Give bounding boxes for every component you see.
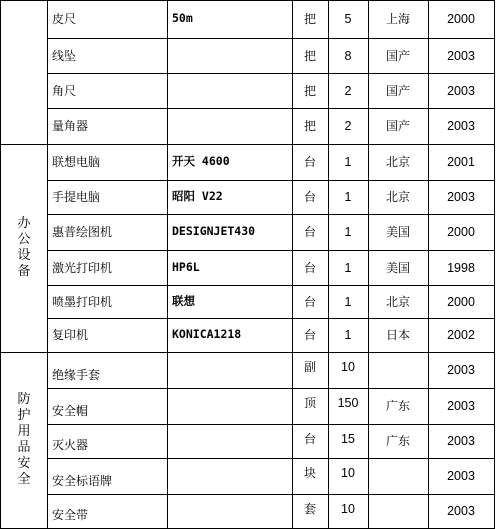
cell-name: 复印机 [52, 328, 89, 342]
category-label: 办公设备 [17, 216, 31, 279]
grid-hline [47, 214, 495, 215]
cell-origin: 国产 [385, 84, 410, 98]
cell-qty: 8 [344, 49, 352, 63]
cell-year: 2003 [447, 504, 475, 518]
cell-name: 安全带 [52, 508, 89, 522]
cell-unit: 台 [303, 328, 316, 342]
grid-hline [47, 388, 495, 389]
cell-unit: 把 [303, 119, 316, 133]
cell-model: 开天 4600 [172, 154, 230, 168]
cell-origin: 广东 [385, 399, 410, 413]
cell-name: 安全标语牌 [52, 474, 113, 488]
cell-qty: 10 [341, 466, 355, 480]
cell-unit: 顶 [303, 396, 316, 410]
cell-origin: 北京 [385, 155, 410, 169]
cell-origin: 日本 [385, 328, 410, 342]
cell-year: 2003 [447, 84, 475, 98]
cell-origin: 美国 [385, 261, 410, 275]
cell-name: 量角器 [52, 119, 89, 133]
cell-origin: 国产 [385, 119, 410, 133]
cell-origin: 北京 [385, 295, 410, 309]
cell-model: KONICA1218 [172, 327, 242, 341]
category-label: 防护用品安全 [17, 392, 31, 487]
cell-year: 1998 [447, 261, 475, 275]
cell-model: 昭阳 V22 [172, 189, 223, 203]
cell-name: 线坠 [52, 49, 77, 63]
cell-name: 安全帽 [52, 404, 89, 418]
cell-origin: 北京 [385, 190, 410, 204]
cell-name: 联想电脑 [52, 155, 101, 169]
grid-hline [47, 180, 495, 181]
cell-origin: 广东 [385, 434, 410, 448]
cell-name: 惠普绘图机 [52, 225, 113, 239]
cell-year: 2002 [447, 328, 475, 342]
cell-year: 2003 [447, 399, 475, 413]
cell-unit: 副 [303, 360, 316, 374]
cell-model: HP6L [172, 260, 200, 274]
cell-year: 2003 [447, 434, 475, 448]
cell-model: DESIGNJET430 [172, 224, 256, 238]
cell-qty: 1 [344, 261, 352, 275]
cell-unit: 台 [303, 155, 316, 169]
cell-qty: 10 [341, 360, 355, 374]
cell-unit: 把 [303, 12, 316, 26]
cell-origin: 上海 [385, 12, 410, 26]
cell-qty: 5 [344, 12, 352, 26]
grid-hline [0, 144, 495, 145]
cell-unit: 台 [303, 261, 316, 275]
cell-unit: 把 [303, 49, 316, 63]
cell-name: 灭火器 [52, 438, 89, 452]
grid-hline [47, 73, 495, 74]
cell-unit: 台 [303, 432, 316, 446]
cell-name: 手提电脑 [52, 190, 101, 204]
cell-qty: 2 [344, 119, 352, 133]
cell-model: 联想 [172, 294, 195, 308]
grid-vline [47, 0, 48, 529]
cell-unit: 台 [303, 225, 316, 239]
cell-year: 2003 [447, 469, 475, 483]
cell-name: 激光打印机 [52, 261, 113, 275]
cell-year: 2003 [447, 119, 475, 133]
grid-hline [47, 38, 495, 39]
cell-qty: 150 [337, 396, 359, 410]
cell-name: 喷墨打印机 [52, 295, 113, 309]
cell-qty: 1 [344, 190, 352, 204]
grid-hline [47, 108, 495, 109]
cell-name: 角尺 [52, 84, 77, 98]
cell-unit: 台 [303, 295, 316, 309]
cell-origin: 国产 [385, 49, 410, 63]
grid-hline [47, 424, 495, 425]
cell-year: 2003 [447, 190, 475, 204]
cell-year: 2000 [447, 295, 475, 309]
cell-qty: 2 [344, 84, 352, 98]
cell-year: 2003 [447, 49, 475, 63]
cell-year: 2001 [447, 155, 475, 169]
grid-hline [0, 352, 495, 353]
cell-qty: 1 [344, 225, 352, 239]
cell-qty: 15 [341, 432, 355, 446]
cell-year: 2003 [447, 363, 475, 377]
grid-vline [167, 0, 168, 529]
cell-qty: 1 [344, 155, 352, 169]
grid-hline [47, 458, 495, 459]
cell-year: 2000 [447, 12, 475, 26]
cell-origin: 美国 [385, 225, 410, 239]
grid-hline [47, 318, 495, 319]
grid-vline [0, 0, 1, 529]
cell-name: 绝缘手套 [52, 368, 101, 382]
cell-name: 皮尺 [52, 12, 77, 26]
cell-qty: 1 [344, 295, 352, 309]
cell-unit: 块 [303, 466, 316, 480]
cell-qty: 10 [341, 502, 355, 516]
cell-unit: 套 [303, 502, 316, 516]
cell-qty: 1 [344, 328, 352, 342]
grid-hline [47, 250, 495, 251]
cell-unit: 台 [303, 190, 316, 204]
cell-unit: 把 [303, 84, 316, 98]
grid-vline [494, 0, 495, 529]
grid-hline [0, 0, 495, 1]
grid-hline [47, 285, 495, 286]
cell-model: 50m [172, 11, 193, 25]
grid-hline [47, 494, 495, 495]
cell-year: 2000 [447, 225, 475, 239]
